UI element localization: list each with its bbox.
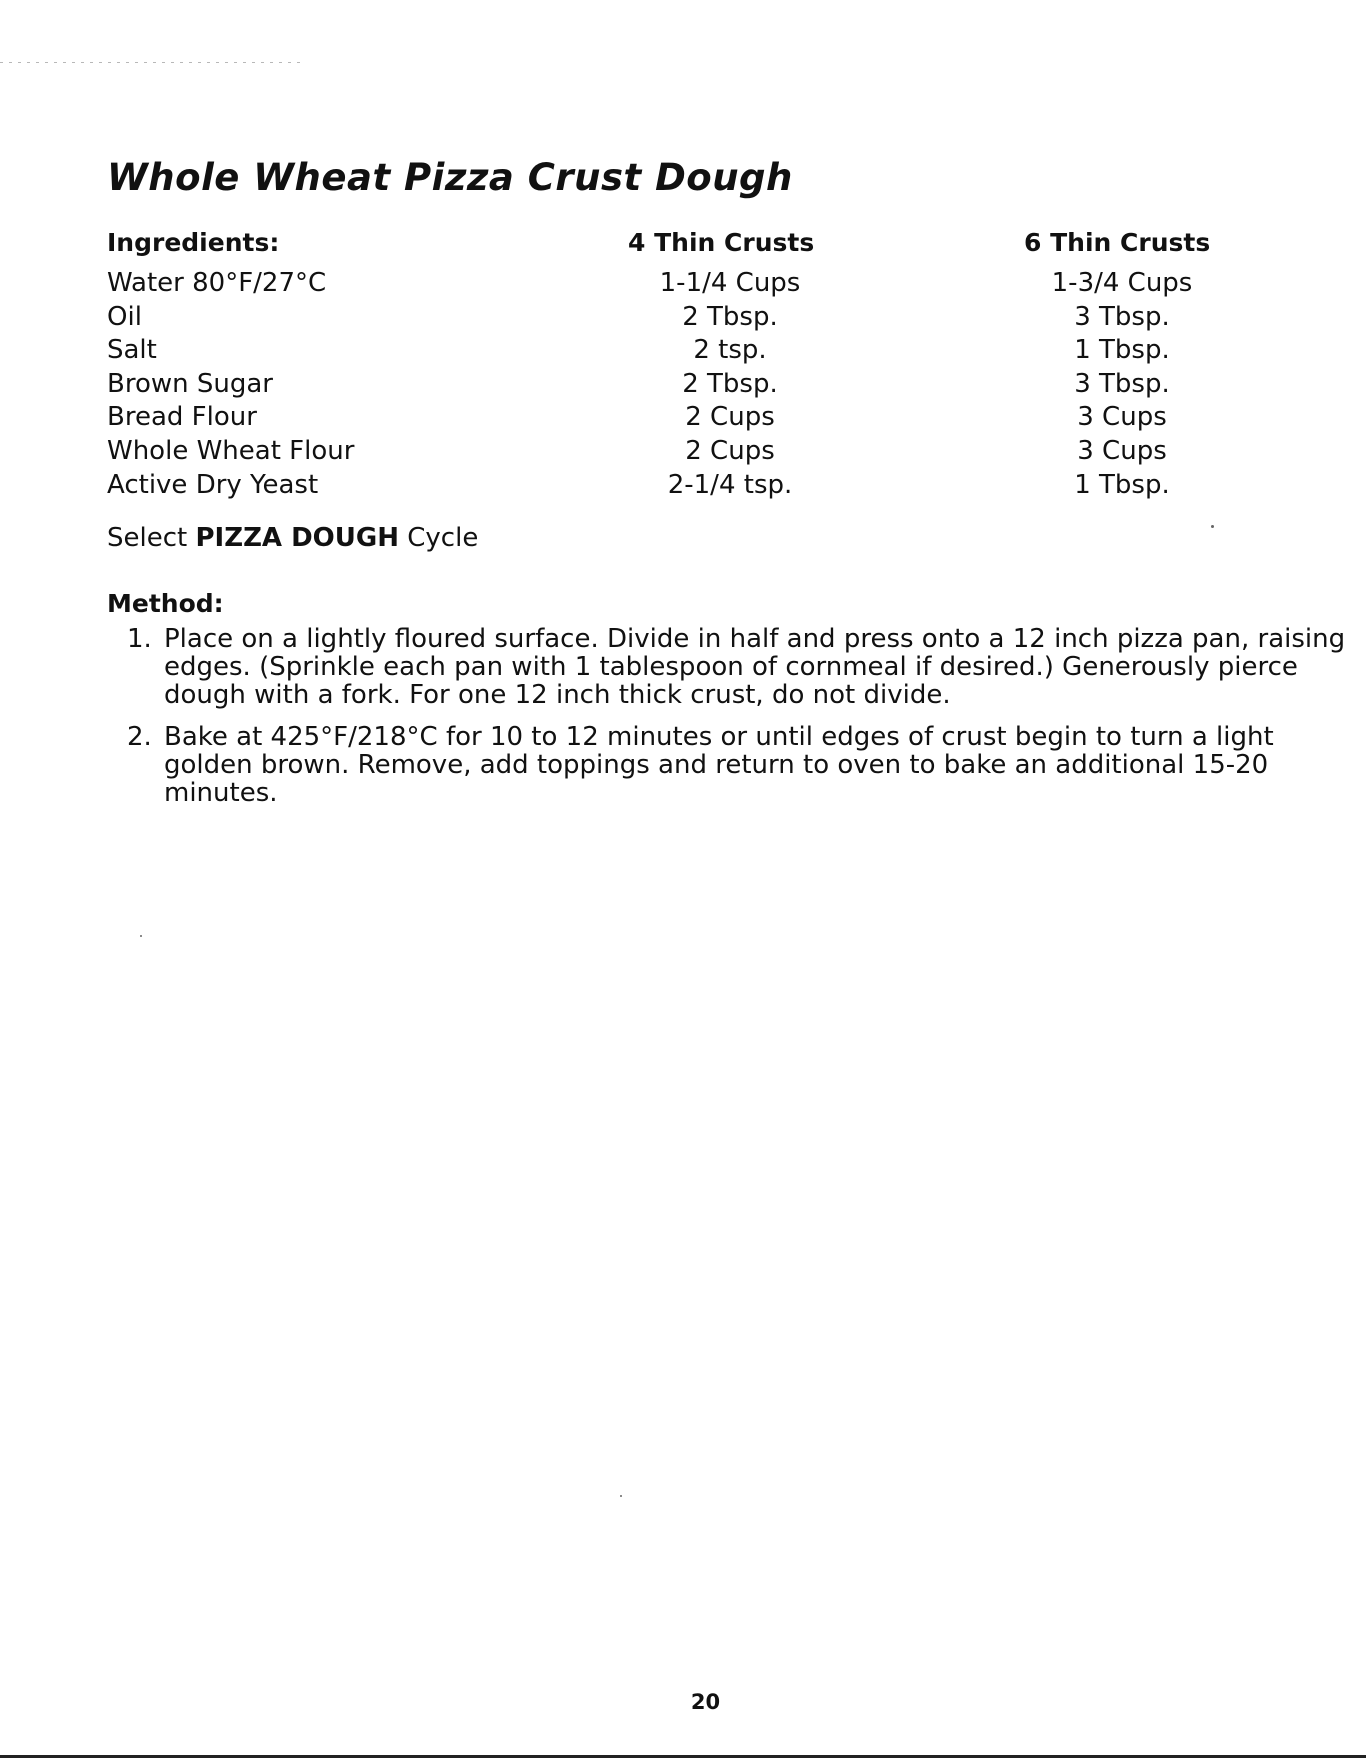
ingredient-row <box>0 401 1366 435</box>
quantity-six-crusts: 1-3/4 Cups <box>1051 268 1193 298</box>
ingredient-row <box>0 469 1366 503</box>
ingredient-name: Water 80°F/27°C <box>107 268 327 298</box>
method-step <box>127 723 1357 807</box>
ingredients-heading: Ingredients: <box>107 228 280 257</box>
step-text: Bake at 425°F/218°C for 10 to 12 minutes or until edges of crust begin to turn a light golden brown. Remove, add toppings and return to oven to bake an additional 15-20 minutes. <box>164 722 1274 808</box>
quantity-four-crusts: 2-1/4 tsp. <box>667 469 793 500</box>
ingredient-row <box>0 435 1366 469</box>
cycle-prefix: Select <box>107 523 196 553</box>
scan-speck <box>1211 525 1214 528</box>
step-text: Place on a lightly floured surface. Divide in half and press onto a 12 inch pizza pan, raising edges. (Sprinkle each pan with 1 tablespoon of cornmeal if desired.) Generously pierce dough with a fork. For one 12 inch thick crust, do not divide. <box>164 624 1346 710</box>
cycle-instruction <box>107 523 478 553</box>
ingredient-name: Bread Flour <box>107 402 257 433</box>
quantity-six-crusts: 1 Tbsp. <box>1074 335 1170 366</box>
quantity-six-crusts: 3 Cups <box>1077 435 1167 466</box>
ingredient-name: Salt <box>107 335 157 366</box>
quantity-four-crusts: 2 Cups <box>685 435 775 466</box>
ingredient-name: Active Dry Yeast <box>107 469 319 500</box>
method-heading: Method: <box>107 589 224 618</box>
quantity-four-crusts: 2 Tbsp. <box>682 368 778 399</box>
ingredient-table <box>0 267 1366 502</box>
cycle-suffix: Cycle <box>399 523 479 553</box>
ingredient-name: Oil <box>107 301 142 332</box>
quantity-four-crusts: 2 tsp. <box>693 335 767 366</box>
method-step <box>127 625 1357 709</box>
scan-artifact <box>0 62 300 63</box>
ingredient-row <box>0 334 1366 368</box>
ingredient-row <box>0 301 1366 335</box>
step-number: 1. <box>127 624 152 654</box>
ingredient-name: Brown Sugar <box>107 368 273 399</box>
scan-edge-line <box>0 1755 1366 1758</box>
quantity-six-crusts: 3 Tbsp. <box>1074 301 1170 332</box>
recipe-title: Whole Wheat Pizza Crust Dough <box>107 156 793 199</box>
quantity-six-crusts: 3 Cups <box>1077 402 1167 433</box>
ingredient-row <box>0 368 1366 402</box>
quantity-six-crusts: 3 Tbsp. <box>1074 368 1170 399</box>
four-crusts-heading: 4 Thin Crusts <box>628 228 815 257</box>
method-steps <box>127 625 1357 821</box>
cycle-name: PIZZA DOUGH <box>195 523 399 553</box>
quantity-six-crusts: 1 Tbsp. <box>1074 469 1170 500</box>
scan-speck <box>620 1495 622 1497</box>
six-crusts-heading: 6 Thin Crusts <box>1024 228 1211 257</box>
quantity-four-crusts: 2 Tbsp. <box>682 301 778 332</box>
page-number: 20 <box>690 1690 721 1714</box>
quantity-four-crusts: 2 Cups <box>685 402 775 433</box>
scan-speck <box>140 935 142 937</box>
ingredient-name: Whole Wheat Flour <box>107 435 355 466</box>
quantity-four-crusts: 1-1/4 Cups <box>659 268 801 298</box>
ingredient-row <box>0 267 1366 301</box>
step-number: 2. <box>127 722 152 752</box>
